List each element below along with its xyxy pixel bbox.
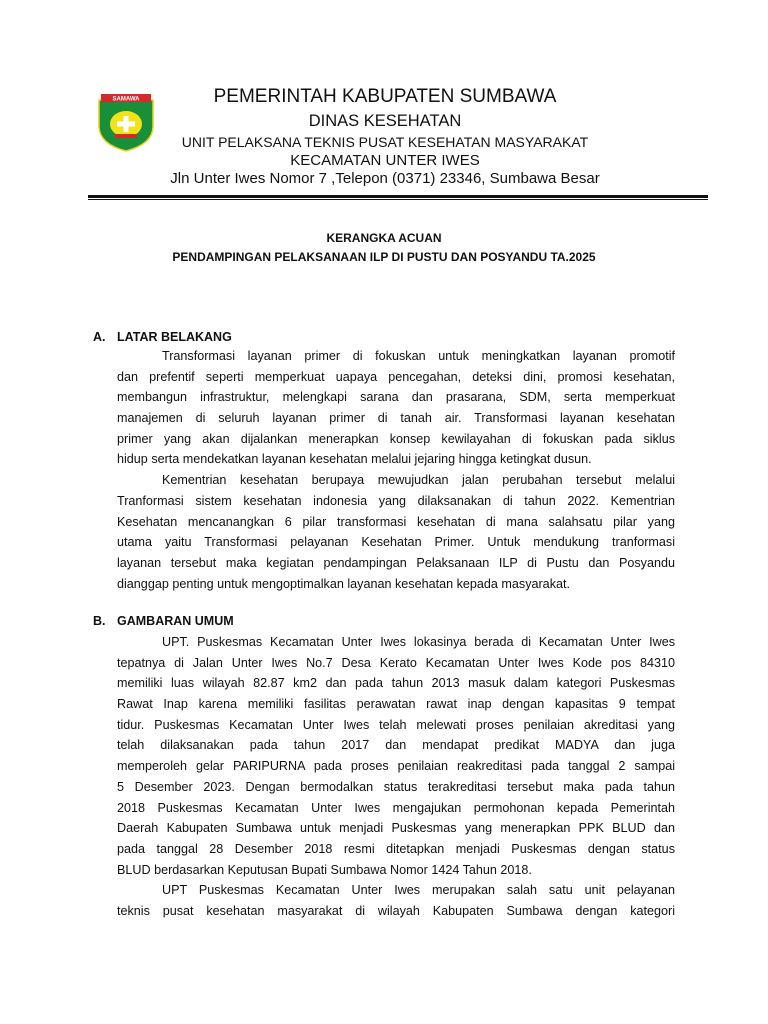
section-number: B.: [93, 614, 106, 628]
paragraph-line: Rawat Inap karena memiliki fasilitas perawatan rawat inap dengan kapasitas 9 tempat: [117, 697, 675, 712]
section-title: GAMBARAN UMUM: [117, 614, 234, 628]
header-agency: DINAS KESEHATAN: [308, 112, 462, 130]
paragraph-line: tidur. Puskesmas Kecamatan Unter Iwes telah melewati proses penilaian akreditasi yang: [117, 717, 675, 732]
section-b-body: [117, 632, 675, 922]
document-subtitle: PENDAMPINGAN PELAKSANAAN ILP DI PUSTU DAN POSYANDU TA.2025: [172, 250, 596, 264]
paragraph-line: 2018 Puskesmas Kecamatan Unter Iwes mengajukan permohonan kepada Pemerintah: [117, 800, 675, 815]
paragraph-line: hidup serta mendekatkan layanan kesehatan melalui jejaring hingga ketingkat dusun.: [117, 452, 592, 467]
paragraph-line: primer yang akan dijalankan menerapkan konsep kewilayahan di fokuskan pada siklus: [117, 431, 675, 446]
paragraph-line: utama yaitu Transformasi pelayanan Kesehatan Primer. Untuk mendukung tranformasi: [117, 535, 675, 550]
paragraph-line: UPT Puskesmas Kecamatan Unter Iwes merupakan salah satu unit pelayanan: [162, 883, 675, 898]
svg-text:SAMAWA: SAMAWA: [112, 96, 140, 103]
section-a-heading: [93, 330, 232, 344]
header-district: KECAMATAN UNTER IWES: [290, 152, 480, 169]
section-title: LATAR BELAKANG: [117, 330, 232, 344]
header-unit: UNIT PELAKSANA TEKNIS PUSAT KESEHATAN MASYARAKAT: [181, 134, 589, 150]
paragraph-line: layanan tersebut maka kegiatan pendampingan Pelaksanaan ILP di Pustu dan Posyandu: [117, 555, 675, 570]
paragraph: [117, 346, 675, 470]
paragraph-line: tepatnya di Jalan Unter Iwes No.7 Desa Kerato Kecamatan Unter Iwes Kode pos 84310: [117, 655, 675, 670]
paragraph-line: Daerah Kabupaten Sumbawa untuk menjadi Puskesmas yang menerapkan PPK BLUD dan: [117, 821, 675, 836]
section-b-heading: [93, 614, 234, 628]
paragraph-line: dianggap penting untuk mengoptimalkan layanan kesehatan kepada masyarakat.: [117, 576, 570, 591]
header-divider-thick: [88, 195, 708, 198]
paragraph-line: dan prefentif seperti memperkuat uapaya pencegahan, deteksi dini, promosi kesehatan,: [117, 369, 675, 384]
paragraph-line: BLUD berdasarkan Keputusan Bupati Sumbawa Nomor 1424 Tahun 2018.: [117, 862, 532, 877]
paragraph-line: memiliki luas wilayah 82.87 km2 dan pada tahun 2013 masuk dalam kategori Puskesmas: [117, 676, 675, 691]
paragraph-line: pada tanggal 28 Desember 2018 resmi ditetapkan menjadi Puskesmas dengan status: [117, 841, 675, 856]
paragraph: [117, 880, 675, 921]
header-government: PEMERINTAH KABUPATEN SUMBAWA: [213, 86, 557, 107]
header-address: Jln Unter Iwes Nomor 7 ,Telepon (0371) 23346, Sumbawa Besar: [170, 170, 600, 187]
paragraph-line: 5 Desember 2023. Dengan bermodalkan status terakreditasi tersebut maka pada tahun: [117, 779, 675, 794]
paragraph-line: Kementrian kesehatan berupaya mewujudkan jalan perubahan tersebut melalui: [162, 473, 675, 488]
paragraph-line: teknis pusat kesehatan masyarakat di wilayah Kabupaten Sumbawa dengan kategori: [117, 903, 675, 918]
paragraph-line: membangun infrastruktur, melengkapi sarana dan prasarana, SDM, serta memperkuat: [117, 390, 675, 405]
paragraph: [117, 470, 675, 594]
section-number: A.: [93, 330, 106, 344]
section-a-body: [117, 346, 675, 594]
document-title: KERANGKA ACUAN: [326, 231, 442, 245]
paragraph-line: Tranformasi sistem kesehatan indonesia yang dilaksanakan di tahun 2022. Kementrian: [117, 493, 675, 508]
paragraph-line: manajemen di seluruh layanan primer di tanah air. Transformasi layanan kesehatan: [117, 411, 675, 426]
paragraph-line: Kesehatan mencanangkan 6 pilar transformasi kesehatan di mana salahsatu pilar yang: [117, 514, 675, 529]
paragraph-line: telah dilaksanakan pada tahun 2017 dan mendapat predikat MADYA dan juga: [117, 738, 675, 753]
paragraph-line: memperoleh gelar PARIPURNA pada proses penilaian reakreditasi pada tanggal 2 sampai: [117, 759, 675, 774]
paragraph: [117, 632, 675, 880]
header-divider-thin: [88, 199, 708, 200]
paragraph-line: Transformasi layanan primer di fokuskan untuk meningkatkan layanan promotif: [162, 349, 675, 363]
paragraph-line: UPT. Puskesmas Kecamatan Unter Iwes lokasinya berada di Kecamatan Unter Iwes: [162, 635, 675, 649]
